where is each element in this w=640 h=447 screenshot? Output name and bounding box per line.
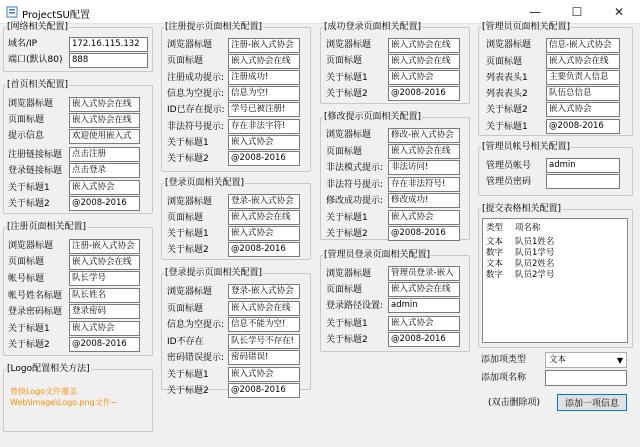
logo-note-line2: Web\Image\Logo.png文件~ xyxy=(10,398,118,407)
login-tip-field-label: ID不存在 xyxy=(167,337,204,347)
login-field-label: 页面标题 xyxy=(167,213,204,223)
close-button[interactable] xyxy=(598,0,640,24)
register-tip-field-input[interactable]: 嵌入式协会在线 xyxy=(228,54,300,69)
login-tip-field-label: 页面标题 xyxy=(167,304,204,314)
login-field-input[interactable]: 登录-嵌入式协会 xyxy=(228,194,300,209)
login-tip-field-input[interactable]: 嵌入式协会在线 xyxy=(228,301,300,316)
logo-instructions xyxy=(10,386,117,408)
admin-login-field-input[interactable]: @2008-2016 xyxy=(388,332,460,347)
modify-tip-field-input[interactable]: 嵌入式协会在线 xyxy=(388,144,460,159)
modify-tip-field-input[interactable]: 修改-嵌入式协会 xyxy=(388,128,460,143)
login-success-field-input[interactable]: 嵌入式协会在线 xyxy=(388,54,460,69)
modify-tip-field-input[interactable]: 嵌入式协会 xyxy=(388,210,460,225)
admin-password-label: 管理员密码 xyxy=(486,177,532,187)
admin-login-field-label: 关于标题2 xyxy=(326,335,368,345)
maximize-button[interactable] xyxy=(556,0,598,24)
register-field-label: 帐号姓名标题 xyxy=(8,291,63,301)
login-tip-field-label: 关于标题2 xyxy=(167,386,209,396)
modify-tip-field-label: 浏览器标题 xyxy=(326,130,372,140)
add-item-button-label: 添加一项信息 xyxy=(564,399,619,409)
login-tip-field-input[interactable]: 密码错误! xyxy=(228,350,300,365)
login-tip-field-label: 浏览器标题 xyxy=(167,287,213,297)
register-field-label: 页面标题 xyxy=(8,257,45,267)
register-tip-field-input[interactable]: 存在非法字符! xyxy=(228,119,300,134)
login-tip-field-label: 信息为空提示: xyxy=(167,320,225,330)
register-tip-field-label: 浏览器标题 xyxy=(167,40,213,50)
login-tip-field-input[interactable]: 登录-嵌入式协会 xyxy=(228,284,300,299)
register-tip-field-label: 页面标题 xyxy=(167,56,204,66)
list-item-type: 数字 xyxy=(486,248,504,258)
dblclick-delete-hint: (双击删除项) xyxy=(488,398,541,408)
admin-page-field-input[interactable]: 主要负责人信息 xyxy=(546,70,620,85)
add-type-value: 文本 xyxy=(549,355,567,365)
register-field-input[interactable]: 队长姓名 xyxy=(69,288,140,303)
admin-account-group-legend: [管理员帐号相关配置] xyxy=(482,142,571,152)
network-group-legend: [网络相关配置] xyxy=(7,22,69,32)
register-field-label: 关于标题2 xyxy=(8,340,50,350)
modify-tip-group-legend: [修改提示页面相关配置] xyxy=(324,112,422,122)
logo-group-legend: [Logo配置相关方法] xyxy=(7,364,90,374)
list-item-type: 文本 xyxy=(486,259,504,269)
modify-tip-field-input[interactable]: 存在非法符号! xyxy=(388,177,460,192)
admin-login-field-label: 关于标题1 xyxy=(326,319,368,329)
submit-table-group-legend: [提交表格相关配置] xyxy=(482,204,562,214)
list-header-type: 类型 xyxy=(486,223,504,233)
home-field-input[interactable]: @2008-2016 xyxy=(69,196,140,211)
home-field-label: 关于标题1 xyxy=(8,183,50,193)
modify-tip-field-input[interactable]: 修改成功! xyxy=(388,193,460,208)
add-type-label: 添加项类型 xyxy=(481,355,527,365)
admin-login-field-label: 页面标题 xyxy=(326,285,363,295)
submit-items-list[interactable] xyxy=(482,218,628,343)
home-group-legend: [首页相关配置] xyxy=(7,80,69,90)
list-item-type: 数字 xyxy=(486,270,504,280)
admin-page-field-input[interactable]: 队伍总信息 xyxy=(546,86,620,101)
login-tip-field-label: 密码错误提示: xyxy=(167,353,225,363)
register-tip-field-label: 注册成功提示: xyxy=(167,73,225,83)
login-field-label: 关于标题2 xyxy=(167,245,209,255)
login-tip-field-label: 关于标题1 xyxy=(167,370,209,380)
admin-username-label: 管理员帐号 xyxy=(486,161,532,171)
home-field-input[interactable]: 点击登录 xyxy=(69,163,140,178)
list-item-name: 队员2学号 xyxy=(515,270,555,280)
add-type-select[interactable] xyxy=(545,352,627,368)
list-item-name: 队员1姓名 xyxy=(515,237,555,247)
login-success-field-input[interactable]: 嵌入式协会在线 xyxy=(388,38,460,53)
admin-username-input[interactable]: admin xyxy=(546,158,620,173)
register-tip-field-label: 关于标题2 xyxy=(167,154,209,164)
admin-login-field-label: 浏览器标题 xyxy=(326,269,372,279)
admin-login-field-input[interactable]: admin xyxy=(388,298,460,313)
login-success-field-label: 页面标题 xyxy=(326,56,363,66)
admin-page-field-input[interactable]: @2008-2016 xyxy=(546,119,620,134)
admin-page-field-label: 关于标题1 xyxy=(486,122,528,132)
register-field-label: 浏览器标题 xyxy=(8,241,54,251)
admin-page-field-input[interactable]: 嵌入式协会 xyxy=(546,102,620,117)
admin-page-field-label: 关于标题2 xyxy=(486,105,528,115)
login-tip-field-input[interactable]: 嵌入式协会 xyxy=(228,367,300,382)
login-success-field-label: 浏览器标题 xyxy=(326,40,372,50)
list-item-name: 队员2姓名 xyxy=(515,259,555,269)
home-field-input[interactable]: 点击注册 xyxy=(69,147,140,162)
login-tip-field-input[interactable]: 队长学号不存在! xyxy=(228,334,300,349)
add-name-input[interactable] xyxy=(545,370,627,386)
add-name-label: 添加项名称 xyxy=(481,373,527,383)
home-field-label: 页面标题 xyxy=(8,115,45,125)
register-tip-field-input[interactable]: 注册成功! xyxy=(228,70,300,85)
login-success-field-label: 关于标题1 xyxy=(326,73,368,83)
register-tip-field-input[interactable]: @2008-2016 xyxy=(228,151,300,166)
home-field-label: 注册链接标题 xyxy=(8,150,63,160)
admin-login-field-input[interactable]: 嵌入式协会在线 xyxy=(388,282,460,297)
modify-tip-field-input[interactable]: 非法访问! xyxy=(388,160,460,175)
add-item-button[interactable] xyxy=(557,394,627,411)
modify-tip-field-label: 页面标题 xyxy=(326,147,363,157)
list-item-type: 文本 xyxy=(486,237,504,247)
home-field-input[interactable]: 嵌入式协会 xyxy=(69,180,140,195)
minimize-button[interactable] xyxy=(514,0,556,24)
register-tip-field-label: 非法符号提示: xyxy=(167,122,225,132)
app-icon xyxy=(6,6,18,18)
register-tip-field-input[interactable]: 学号已被注册! xyxy=(228,102,300,117)
home-field-input[interactable]: 嵌入式协会在线 xyxy=(69,97,140,112)
register-tip-field-input[interactable]: 嵌入式协会 xyxy=(228,135,300,150)
window-title: ProjectSU配置 xyxy=(22,10,90,21)
login-field-input[interactable]: @2008-2016 xyxy=(228,242,300,257)
home-field-label: 登录链接标题 xyxy=(8,166,63,176)
modify-tip-field-label: 非法符号提示: xyxy=(326,180,384,190)
domain-label: 域名/IP xyxy=(8,39,38,49)
admin-page-field-label: 列表表头2 xyxy=(486,89,528,99)
login-field-label: 浏览器标题 xyxy=(167,197,213,207)
minimize-icon: — xyxy=(529,5,541,19)
home-field-input[interactable]: 欢迎使用嵌入式 xyxy=(69,129,140,144)
admin-page-field-label: 页面标题 xyxy=(486,57,523,67)
close-icon: ✕ xyxy=(613,5,625,19)
register-tip-field-input[interactable]: 信息为空! xyxy=(228,86,300,101)
admin-page-field-label: 列表表头1 xyxy=(486,73,528,83)
title-bar xyxy=(0,0,640,24)
modify-tip-field-input[interactable]: @2008-2016 xyxy=(388,226,460,241)
register-tip-field-label: 信息为空提示: xyxy=(167,89,225,99)
register-field-input[interactable]: @2008-2016 xyxy=(69,337,140,352)
login-group-legend: [登录页面相关配置] xyxy=(165,178,245,188)
list-header-name: 项名称 xyxy=(515,223,541,233)
register-tip-field-label: ID已存在提示: xyxy=(167,105,225,115)
register-tip-group-legend: [注册提示页面相关配置] xyxy=(165,22,263,32)
login-success-group-legend: [成功登录页面相关配置] xyxy=(324,22,422,32)
admin-login-group-legend: [管理员登录页面相关配置] xyxy=(324,250,431,260)
login-success-field-input[interactable]: @2008-2016 xyxy=(388,86,460,101)
register-field-input[interactable]: 队长学号 xyxy=(69,271,140,286)
login-field-label: 关于标题1 xyxy=(167,229,209,239)
home-field-label: 提示信息 xyxy=(8,131,45,141)
home-field-input[interactable]: 嵌入式协会在线 xyxy=(69,113,140,128)
admin-login-field-input[interactable]: 管理员登录-嵌入 xyxy=(388,266,460,281)
login-tip-group-legend: [登录提示页面相关配置] xyxy=(165,268,263,278)
register-field-label: 关于标题1 xyxy=(8,324,50,334)
admin-login-field-input[interactable]: 嵌入式协会 xyxy=(388,316,460,331)
modify-tip-field-label: 关于标题1 xyxy=(326,213,368,223)
login-tip-field-input[interactable]: 信息不能为空! xyxy=(228,317,300,332)
login-success-field-label: 关于标题2 xyxy=(326,89,368,99)
register-tip-field-label: 关于标题1 xyxy=(167,138,209,148)
register-group-legend: [注册页面相关配置] xyxy=(7,222,87,232)
port-label: 端口(默认80) xyxy=(8,55,63,65)
login-field-input[interactable]: 嵌入式协会在线 xyxy=(228,210,300,225)
modify-tip-field-label: 修改成功提示: xyxy=(326,196,384,206)
admin-page-group-legend: [管理员页面相关配置] xyxy=(482,22,571,32)
logo-note-line1: 替换Logo文件覆盖 xyxy=(10,387,78,396)
admin-login-field-label: 登录路径设置: xyxy=(326,301,384,311)
modify-tip-field-label: 关于标题2 xyxy=(326,229,368,239)
admin-page-field-input[interactable]: 嵌入式协会在线 xyxy=(546,54,620,69)
register-field-input[interactable]: 嵌入式协会在线 xyxy=(69,255,140,270)
modify-tip-field-label: 非法模式提示: xyxy=(326,163,384,173)
list-item-name: 队员1学号 xyxy=(515,248,555,258)
chevron-down-icon: ▼ xyxy=(616,356,623,365)
register-field-input[interactable]: 登录密码 xyxy=(69,304,140,319)
home-field-label: 浏览器标题 xyxy=(8,99,54,109)
admin-page-field-label: 浏览器标题 xyxy=(486,40,532,50)
domain-input[interactable]: 172.16.115.132 xyxy=(69,37,148,52)
admin-page-field-input[interactable]: 信息-嵌入式协会 xyxy=(546,38,620,53)
register-field-input[interactable]: 注册-嵌入式协会 xyxy=(69,239,140,254)
maximize-icon: ☐ xyxy=(571,5,583,19)
register-field-label: 帐号标题 xyxy=(8,274,45,284)
login-field-input[interactable]: 嵌入式协会 xyxy=(228,226,300,241)
register-tip-field-input[interactable]: 注册-嵌入式协会 xyxy=(228,38,300,53)
port-input[interactable]: 888 xyxy=(69,53,148,68)
login-success-field-input[interactable]: 嵌入式协会 xyxy=(388,70,460,85)
register-field-input[interactable]: 嵌入式协会 xyxy=(69,321,140,336)
register-field-label: 登录密码标题 xyxy=(8,307,63,317)
login-tip-field-input[interactable]: @2008-2016 xyxy=(228,383,300,398)
home-field-label: 关于标题2 xyxy=(8,199,50,209)
admin-password-input[interactable] xyxy=(546,174,620,189)
